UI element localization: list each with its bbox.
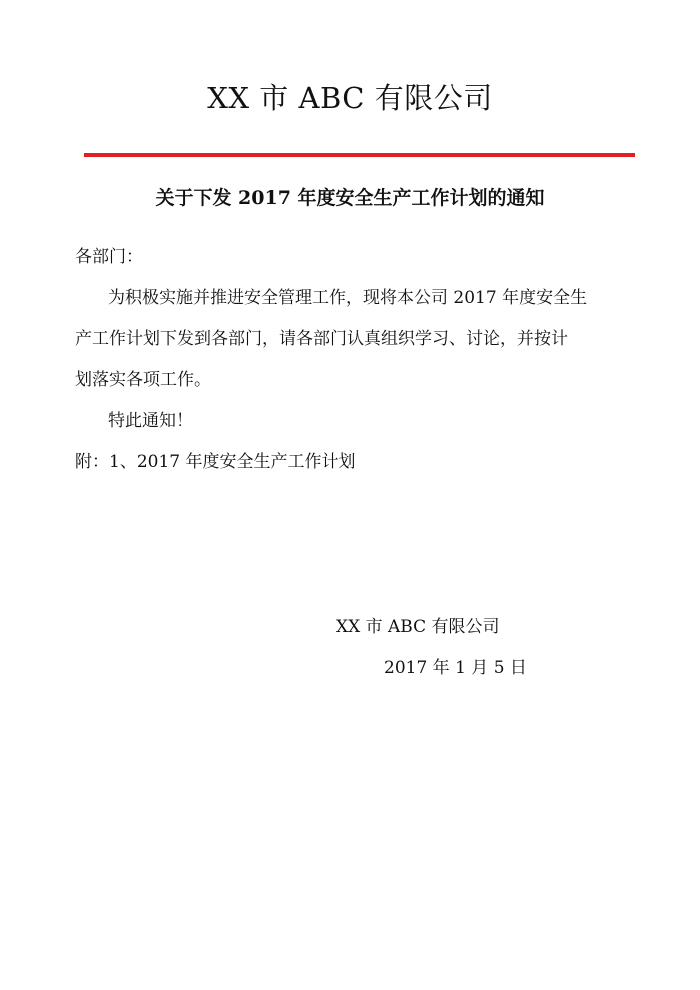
body-line-1: 为积极实施并推进安全管理工作，现将本公司 2017 年度安全生 (108, 288, 588, 308)
notice-title: 关于下发 2017 年度安全生产工作计划的通知 (155, 187, 545, 209)
body-line-3: 划落实各项工作。 (75, 370, 211, 390)
company-title: XX 市 ABC 有限公司 (207, 81, 493, 115)
attachment-line: 附：1、2017 年度安全生产工作计划 (75, 452, 356, 472)
body-line-2: 产工作计划下发到各部门，请各部门认真组织学习、讨论，并按计 (75, 329, 568, 349)
salutation: 各部门： (75, 247, 143, 267)
issue-date: 2017 年 1 月 5 日 (384, 658, 527, 678)
issuer-signature: XX 市 ABC 有限公司 (336, 617, 500, 637)
closing-remark: 特此通知！ (108, 411, 193, 431)
red-header-rule (84, 153, 635, 157)
